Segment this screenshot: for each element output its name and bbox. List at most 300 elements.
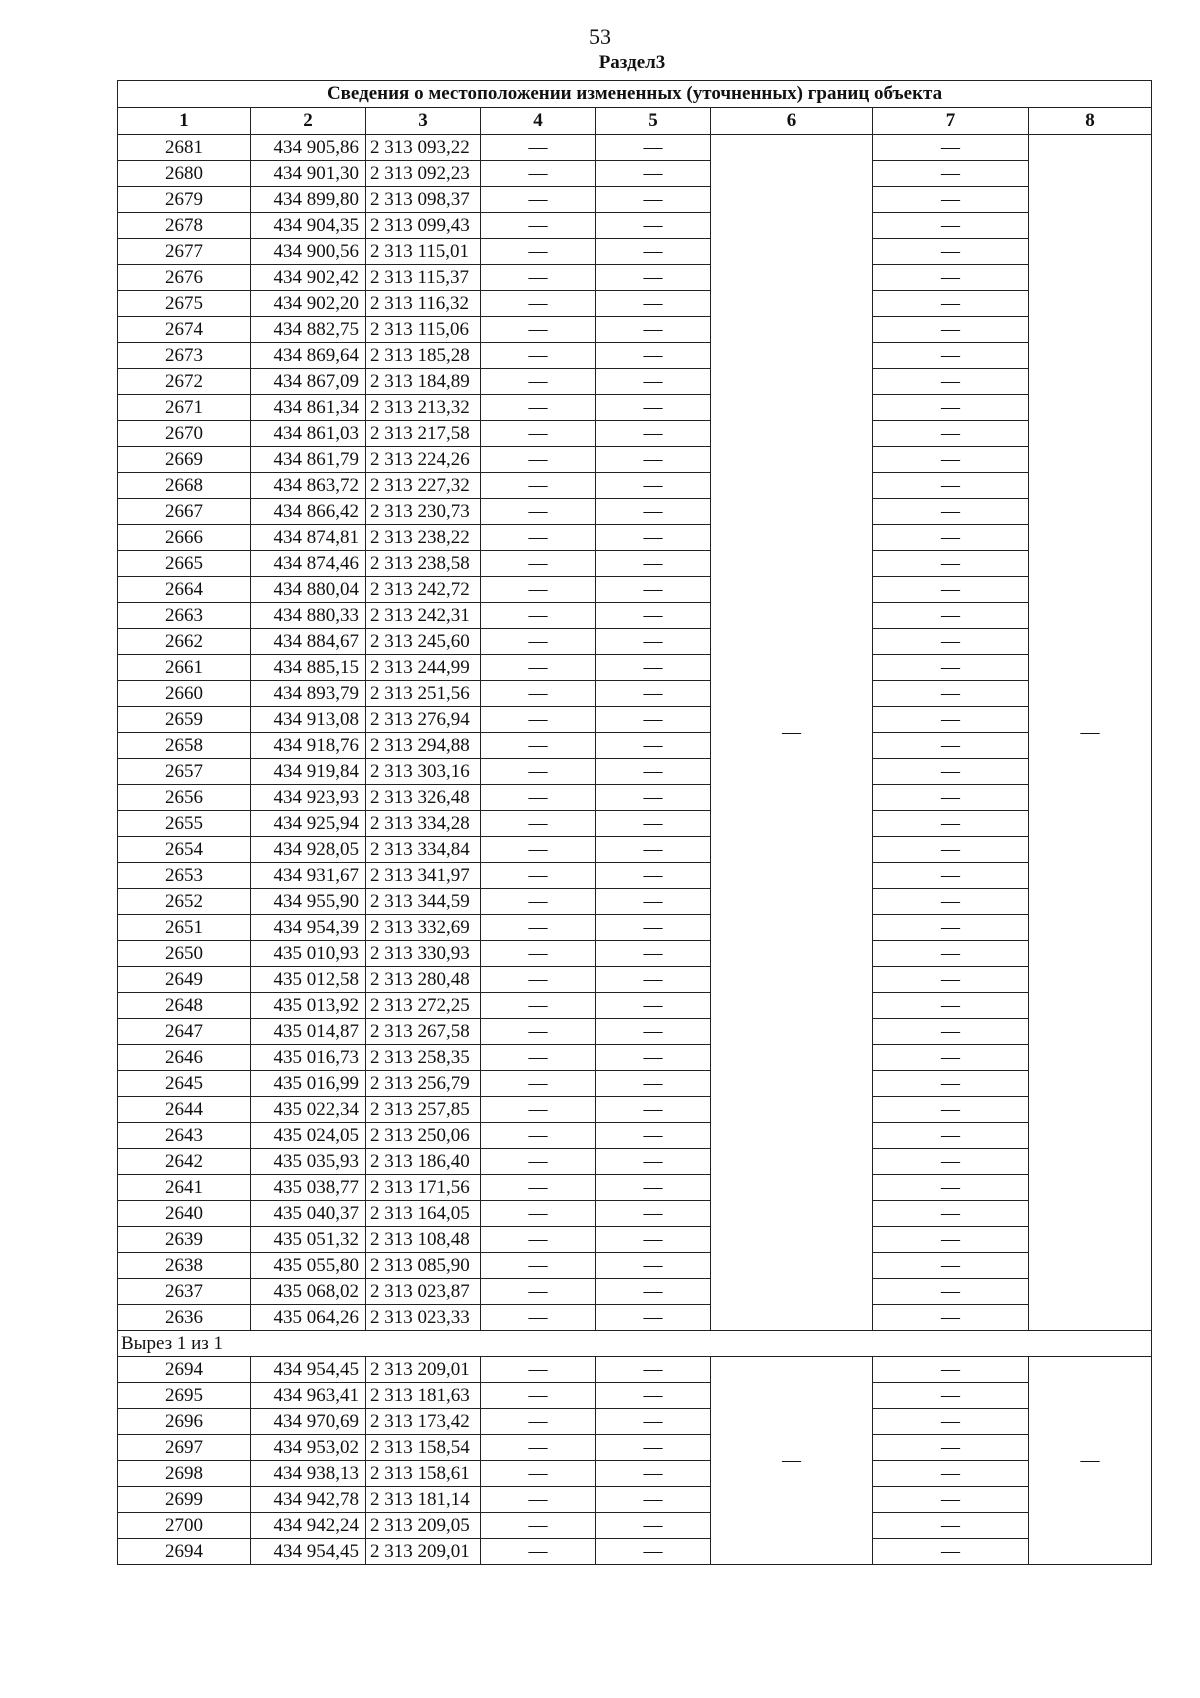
coordinate-y: 2 313 326,48 [366, 785, 481, 811]
column-7-value: — [873, 941, 1029, 967]
table-row [118, 681, 1152, 707]
column-4-value: — [481, 1279, 596, 1305]
coordinate-x: 434 884,67 [251, 629, 366, 655]
coordinate-y: 2 313 344,59 [366, 889, 481, 915]
column-5-value: — [596, 837, 711, 863]
column-7-value: — [873, 837, 1029, 863]
coordinate-y: 2 313 303,16 [366, 759, 481, 785]
column-4-value: — [481, 707, 596, 733]
column-7-value: — [873, 1279, 1029, 1305]
column-4-value: — [481, 1071, 596, 1097]
column-header: 7 [873, 108, 1029, 135]
point-number: 2676 [118, 265, 251, 291]
column-5-value: — [596, 785, 711, 811]
column-5-value: — [596, 213, 711, 239]
column-4-value: — [481, 551, 596, 577]
column-5-value: — [596, 551, 711, 577]
column-5-value: — [596, 759, 711, 785]
column-4-value: — [481, 785, 596, 811]
column-4-value: — [481, 187, 596, 213]
column-5-value: — [596, 1149, 711, 1175]
table-row [118, 551, 1152, 577]
point-number: 2637 [118, 1279, 251, 1305]
column-4-value: — [481, 1149, 596, 1175]
table-row [118, 1461, 1152, 1487]
coordinate-x: 434 954,45 [251, 1539, 366, 1565]
coordinate-x: 435 016,99 [251, 1071, 366, 1097]
coordinate-x: 435 055,80 [251, 1253, 366, 1279]
coordinate-x: 434 902,42 [251, 265, 366, 291]
coordinate-y: 2 313 023,33 [366, 1305, 481, 1331]
column-5-value: — [596, 863, 711, 889]
point-number: 2669 [118, 447, 251, 473]
point-number: 2665 [118, 551, 251, 577]
column-7-value: — [873, 1513, 1029, 1539]
coordinate-x: 435 016,73 [251, 1045, 366, 1071]
coordinate-y: 2 313 158,61 [366, 1461, 481, 1487]
coordinate-y: 2 313 209,01 [366, 1539, 481, 1565]
column-4-value: — [481, 1175, 596, 1201]
column-7-value: — [873, 395, 1029, 421]
column-4-value: — [481, 499, 596, 525]
point-number: 2636 [118, 1305, 251, 1331]
coordinate-y: 2 313 341,97 [366, 863, 481, 889]
point-number: 2679 [118, 187, 251, 213]
coordinate-x: 434 867,09 [251, 369, 366, 395]
column-7-value: — [873, 187, 1029, 213]
coordinate-y: 2 313 238,58 [366, 551, 481, 577]
coordinate-y: 2 313 250,06 [366, 1123, 481, 1149]
coordinate-y: 2 313 164,05 [366, 1201, 481, 1227]
column-4-value: — [481, 837, 596, 863]
column-5-value: — [596, 707, 711, 733]
column-5-value: — [596, 1357, 711, 1383]
table-row [118, 655, 1152, 681]
coordinate-x: 434 861,79 [251, 447, 366, 473]
column-5-value: — [596, 291, 711, 317]
table-row [118, 863, 1152, 889]
column-5-value: — [596, 1175, 711, 1201]
column-5-value: — [596, 369, 711, 395]
column-7-value: — [873, 265, 1029, 291]
coordinate-y: 2 313 173,42 [366, 1409, 481, 1435]
column-header: 4 [481, 108, 596, 135]
coordinate-x: 434 905,86 [251, 135, 366, 161]
table-row [118, 967, 1152, 993]
table-row [118, 629, 1152, 655]
table-row [118, 1539, 1152, 1565]
column-4-value: — [481, 1253, 596, 1279]
column-4-value: — [481, 369, 596, 395]
table-caption: Сведения о местоположении измененных (уточненных) границ объекта [118, 81, 1152, 108]
point-number: 2648 [118, 993, 251, 1019]
coordinate-x: 434 866,42 [251, 499, 366, 525]
column-4-value: — [481, 525, 596, 551]
coordinate-y: 2 313 280,48 [366, 967, 481, 993]
coordinate-x: 434 893,79 [251, 681, 366, 707]
coordinate-x: 434 882,75 [251, 317, 366, 343]
point-number: 2641 [118, 1175, 251, 1201]
column-5-value: — [596, 1435, 711, 1461]
column-header-row [118, 108, 1152, 135]
coordinate-x: 434 928,05 [251, 837, 366, 863]
table-row [118, 317, 1152, 343]
coordinate-y: 2 313 181,14 [366, 1487, 481, 1513]
point-number: 2671 [118, 395, 251, 421]
coordinate-x: 434 953,02 [251, 1435, 366, 1461]
point-number: 2651 [118, 915, 251, 941]
section-title: Раздел3 [598, 52, 666, 73]
coordinate-x: 435 038,77 [251, 1175, 366, 1201]
column-5-value: — [596, 629, 711, 655]
point-number: 2697 [118, 1435, 251, 1461]
point-number: 2644 [118, 1097, 251, 1123]
coordinate-y: 2 313 181,63 [366, 1383, 481, 1409]
point-number: 2650 [118, 941, 251, 967]
column-5-value: — [596, 1123, 711, 1149]
coordinate-y: 2 313 185,28 [366, 343, 481, 369]
point-number: 2668 [118, 473, 251, 499]
column-5-value: — [596, 525, 711, 551]
point-number: 2662 [118, 629, 251, 655]
table-row [118, 759, 1152, 785]
column-4-value: — [481, 1461, 596, 1487]
column-7-value: — [873, 681, 1029, 707]
table-row [118, 1409, 1152, 1435]
table-row [118, 889, 1152, 915]
point-number: 2649 [118, 967, 251, 993]
point-number: 2674 [118, 317, 251, 343]
column-7-value: — [873, 889, 1029, 915]
table-row [118, 473, 1152, 499]
coordinate-x: 434 874,46 [251, 551, 366, 577]
column-4-value: — [481, 655, 596, 681]
column-7-value: — [873, 1435, 1029, 1461]
point-number: 2680 [118, 161, 251, 187]
coordinate-y: 2 313 227,32 [366, 473, 481, 499]
point-number: 2661 [118, 655, 251, 681]
point-number: 2667 [118, 499, 251, 525]
point-number: 2694 [118, 1357, 251, 1383]
coordinate-x: 435 051,32 [251, 1227, 366, 1253]
coordinate-y: 2 313 115,01 [366, 239, 481, 265]
column-4-value: — [481, 1435, 596, 1461]
table-row [118, 785, 1152, 811]
table-row [118, 1071, 1152, 1097]
column-7-value: — [873, 629, 1029, 655]
point-number: 2666 [118, 525, 251, 551]
column-4-value: — [481, 759, 596, 785]
column-5-value: — [596, 395, 711, 421]
point-number: 2699 [118, 1487, 251, 1513]
column-4-value: — [481, 941, 596, 967]
coordinate-x: 434 942,78 [251, 1487, 366, 1513]
coordinate-x: 434 863,72 [251, 473, 366, 499]
coordinate-y: 2 313 171,56 [366, 1175, 481, 1201]
column-header: 2 [251, 108, 366, 135]
coordinate-x: 435 024,05 [251, 1123, 366, 1149]
coordinate-y: 2 313 272,25 [366, 993, 481, 1019]
coordinate-x: 434 904,35 [251, 213, 366, 239]
point-number: 2656 [118, 785, 251, 811]
coordinate-x: 435 040,37 [251, 1201, 366, 1227]
coordinate-y: 2 313 224,26 [366, 447, 481, 473]
column-5-value: — [596, 1201, 711, 1227]
coordinate-x: 435 035,93 [251, 1149, 366, 1175]
point-number: 2639 [118, 1227, 251, 1253]
coordinate-x: 434 954,45 [251, 1357, 366, 1383]
column-4-value: — [481, 1227, 596, 1253]
point-number: 2642 [118, 1149, 251, 1175]
coordinate-y: 2 313 276,94 [366, 707, 481, 733]
coordinate-x: 434 970,69 [251, 1409, 366, 1435]
table-row [118, 291, 1152, 317]
column-5-value: — [596, 1253, 711, 1279]
column-4-value: — [481, 265, 596, 291]
point-number: 2663 [118, 603, 251, 629]
column-5-value: — [596, 161, 711, 187]
coordinate-y: 2 313 115,06 [366, 317, 481, 343]
point-number: 2655 [118, 811, 251, 837]
coordinate-x: 434 919,84 [251, 759, 366, 785]
coordinate-y: 2 313 242,31 [366, 603, 481, 629]
coordinate-x: 434 880,04 [251, 577, 366, 603]
column-5-value: — [596, 1487, 711, 1513]
coordinate-x: 434 885,15 [251, 655, 366, 681]
point-number: 2695 [118, 1383, 251, 1409]
table-row [118, 1253, 1152, 1279]
point-number: 2664 [118, 577, 251, 603]
table-row [118, 447, 1152, 473]
column-5-value: — [596, 239, 711, 265]
column-header: 6 [711, 108, 873, 135]
column-5-value: — [596, 1305, 711, 1331]
coordinate-y: 2 313 334,84 [366, 837, 481, 863]
coordinate-x: 434 963,41 [251, 1383, 366, 1409]
coordinate-y: 2 313 209,01 [366, 1357, 481, 1383]
table-row [118, 1123, 1152, 1149]
column-4-value: — [481, 577, 596, 603]
point-number: 2675 [118, 291, 251, 317]
coordinate-y: 2 313 245,60 [366, 629, 481, 655]
coordinate-y: 2 313 093,22 [366, 135, 481, 161]
column-7-value: — [873, 291, 1029, 317]
column-7-value: — [873, 655, 1029, 681]
coordinate-y: 2 313 334,28 [366, 811, 481, 837]
column-7-value: — [873, 603, 1029, 629]
coordinate-y: 2 313 256,79 [366, 1071, 481, 1097]
column-5-value: — [596, 317, 711, 343]
point-number: 2643 [118, 1123, 251, 1149]
coordinate-y: 2 313 085,90 [366, 1253, 481, 1279]
column-5-value: — [596, 187, 711, 213]
coordinate-y: 2 313 230,73 [366, 499, 481, 525]
point-number: 2638 [118, 1253, 251, 1279]
cutout-label: Вырез 1 из 1 [118, 1331, 1152, 1357]
column-5-value: — [596, 603, 711, 629]
point-number: 2678 [118, 213, 251, 239]
column-4-value: — [481, 1201, 596, 1227]
point-number: 2647 [118, 1019, 251, 1045]
column-5-value: — [596, 1513, 711, 1539]
coordinate-y: 2 313 184,89 [366, 369, 481, 395]
column-7-value: — [873, 1357, 1029, 1383]
coordinate-x: 435 013,92 [251, 993, 366, 1019]
table-row [118, 603, 1152, 629]
column-5-value: — [596, 1383, 711, 1409]
column-7-value: — [873, 1149, 1029, 1175]
coordinate-x: 434 901,30 [251, 161, 366, 187]
column-4-value: — [481, 1513, 596, 1539]
column-7-value: — [873, 1227, 1029, 1253]
table-row [118, 499, 1152, 525]
table-row [118, 421, 1152, 447]
column-4-value: — [481, 1409, 596, 1435]
column-4-value: — [481, 811, 596, 837]
point-number: 2673 [118, 343, 251, 369]
coordinate-x: 434 942,24 [251, 1513, 366, 1539]
coordinate-y: 2 313 217,58 [366, 421, 481, 447]
table-row [118, 733, 1152, 759]
column-4-value: — [481, 447, 596, 473]
column-4-value: — [481, 317, 596, 343]
coordinate-x: 435 022,34 [251, 1097, 366, 1123]
table-row [118, 915, 1152, 941]
column-5-value: — [596, 421, 711, 447]
column-7-value: — [873, 785, 1029, 811]
table-row [118, 941, 1152, 967]
point-number: 2677 [118, 239, 251, 265]
column-4-value: — [481, 967, 596, 993]
table-row [118, 1305, 1152, 1331]
table-row [118, 837, 1152, 863]
coordinate-y: 2 313 116,32 [366, 291, 481, 317]
column-5-value: — [596, 1045, 711, 1071]
column-5-value: — [596, 941, 711, 967]
column-4-value: — [481, 1097, 596, 1123]
point-number: 2660 [118, 681, 251, 707]
column-5-value: — [596, 915, 711, 941]
column-4-value: — [481, 1383, 596, 1409]
column-7-value: — [873, 343, 1029, 369]
column-4-value: — [481, 1045, 596, 1071]
coordinate-y: 2 313 294,88 [366, 733, 481, 759]
table-row [118, 1227, 1152, 1253]
coordinate-x: 434 938,13 [251, 1461, 366, 1487]
column-4-value: — [481, 395, 596, 421]
coordinate-y: 2 313 092,23 [366, 161, 481, 187]
column-7-value: — [873, 1045, 1029, 1071]
coordinate-y: 2 313 238,22 [366, 525, 481, 551]
point-number: 2696 [118, 1409, 251, 1435]
column-4-value: — [481, 1305, 596, 1331]
column-5-value: — [596, 811, 711, 837]
column-5-value: — [596, 655, 711, 681]
column-6-value: — [711, 135, 873, 1331]
coordinate-x: 435 012,58 [251, 967, 366, 993]
column-7-value: — [873, 473, 1029, 499]
column-7-value: — [873, 993, 1029, 1019]
coordinate-y: 2 313 023,87 [366, 1279, 481, 1305]
coordinate-x: 435 014,87 [251, 1019, 366, 1045]
coordinate-y: 2 313 244,99 [366, 655, 481, 681]
table-row [118, 265, 1152, 291]
column-7-value: — [873, 707, 1029, 733]
column-7-value: — [873, 1487, 1029, 1513]
point-number: 2694 [118, 1539, 251, 1565]
column-5-value: — [596, 1019, 711, 1045]
coordinate-x: 435 068,02 [251, 1279, 366, 1305]
table-row [118, 1201, 1152, 1227]
table-row [118, 1513, 1152, 1539]
coordinate-y: 2 313 242,72 [366, 577, 481, 603]
point-number: 2658 [118, 733, 251, 759]
table-row [118, 1149, 1152, 1175]
coordinate-x: 434 955,90 [251, 889, 366, 915]
column-4-value: — [481, 161, 596, 187]
table-row [118, 1097, 1152, 1123]
table-row [118, 811, 1152, 837]
coordinate-y: 2 313 213,32 [366, 395, 481, 421]
column-7-value: — [873, 525, 1029, 551]
column-header: 1 [118, 108, 251, 135]
coordinate-y: 2 313 158,54 [366, 1435, 481, 1461]
coordinate-y: 2 313 115,37 [366, 265, 481, 291]
coordinate-y: 2 313 267,58 [366, 1019, 481, 1045]
table-row [118, 343, 1152, 369]
point-number: 2698 [118, 1461, 251, 1487]
coordinate-y: 2 313 209,05 [366, 1513, 481, 1539]
table-row [118, 1279, 1152, 1305]
table-row [118, 369, 1152, 395]
point-number: 2681 [118, 135, 251, 161]
column-4-value: — [481, 1357, 596, 1383]
column-7-value: — [873, 577, 1029, 603]
coordinate-x: 434 899,80 [251, 187, 366, 213]
table-row [118, 1175, 1152, 1201]
column-7-value: — [873, 135, 1029, 161]
coordinate-x: 434 874,81 [251, 525, 366, 551]
column-7-value: — [873, 1253, 1029, 1279]
coordinate-x: 434 902,20 [251, 291, 366, 317]
point-number: 2657 [118, 759, 251, 785]
coordinate-x: 434 869,64 [251, 343, 366, 369]
column-4-value: — [481, 993, 596, 1019]
column-7-value: — [873, 551, 1029, 577]
column-7-value: — [873, 1019, 1029, 1045]
table-row [118, 993, 1152, 1019]
column-4-value: — [481, 213, 596, 239]
table-row [118, 1045, 1152, 1071]
column-4-value: — [481, 1539, 596, 1565]
table-row [118, 213, 1152, 239]
coordinate-y: 2 313 258,35 [366, 1045, 481, 1071]
column-4-value: — [481, 681, 596, 707]
column-4-value: — [481, 863, 596, 889]
column-5-value: — [596, 447, 711, 473]
coordinate-x: 434 861,03 [251, 421, 366, 447]
column-7-value: — [873, 1305, 1029, 1331]
coordinate-x: 434 923,93 [251, 785, 366, 811]
column-4-value: — [481, 1487, 596, 1513]
point-number: 2659 [118, 707, 251, 733]
table-row [118, 1435, 1152, 1461]
column-5-value: — [596, 967, 711, 993]
coordinate-x: 435 064,26 [251, 1305, 366, 1331]
coordinate-y: 2 313 108,48 [366, 1227, 481, 1253]
table-row [118, 187, 1152, 213]
column-7-value: — [873, 1461, 1029, 1487]
